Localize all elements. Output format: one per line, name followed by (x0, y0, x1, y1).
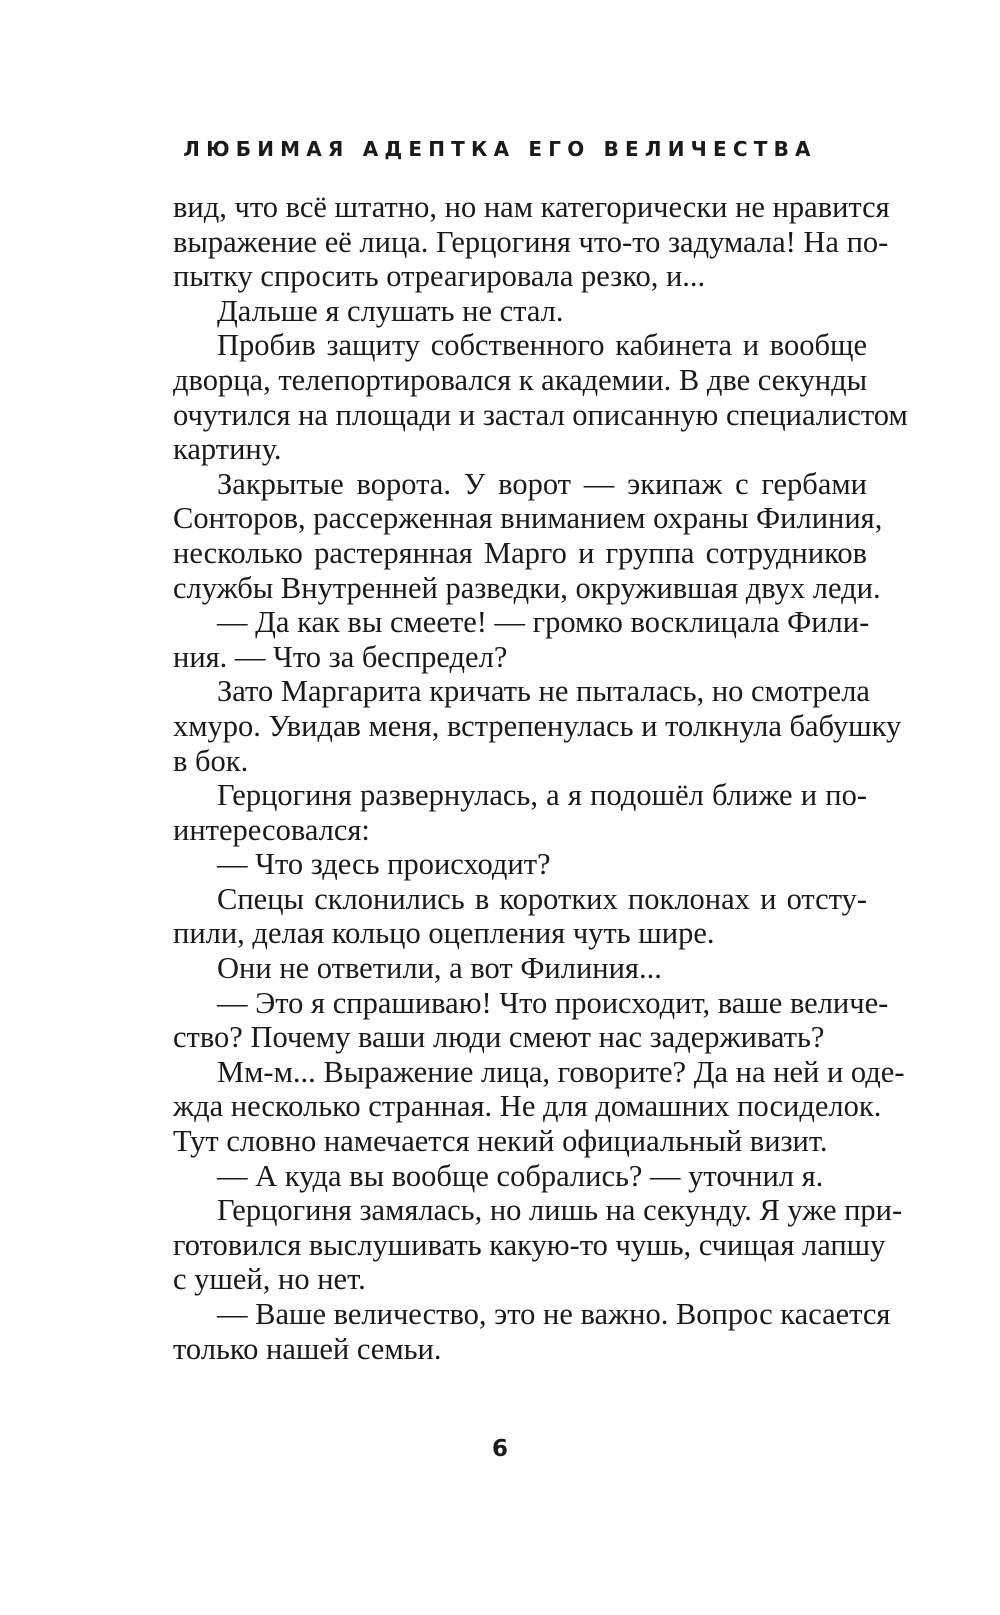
text-line: дворца, телепортировался к академии. В две секунды (173, 362, 868, 397)
running-header: ЛЮБИМАЯ АДЕПТКА ЕГО ВЕЛИЧЕСТВА (183, 137, 817, 161)
text-line: Пробив защиту собственного кабинета и вообще (217, 328, 867, 363)
text-line: — Ваше величество, это не важно. Вопрос касается (217, 1297, 891, 1331)
text-line: несколько растерянная Марго и группа сотрудников (173, 535, 867, 570)
text-line: в бок. (173, 743, 249, 778)
text-line: ния. — Что за беспредел? (173, 639, 508, 674)
text-line: готовился выслушивать какую-то чушь, счищая лапшу (173, 1227, 886, 1262)
text-line: хмуро. Увидав меня, встрепенулась и толкнула бабушку (173, 708, 902, 743)
text-line: — Это я спрашиваю! Что происходит, ваше величе- (217, 985, 889, 1020)
text-line: Спецы склонились в коротких поклонах и отсту- (217, 881, 867, 916)
text-line: Тут словно намечается некий официальный визит. (173, 1124, 828, 1159)
text-line: пытку спросить отреагировала резко, и... (173, 259, 706, 294)
text-line: Герцогиня замялась, но лишь на секунду. Я уже при- (217, 1193, 903, 1228)
text-line: — Что здесь происходит? (217, 847, 551, 882)
text-line: вид, что всё штатно, но нам категорически не нравится (173, 190, 890, 224)
text-line: пили, делая кольцо оцепления чуть шире. (173, 916, 715, 951)
text-line: очутился на площади и застал описанную специалистом (173, 397, 908, 432)
text-line: только нашей семьи. (173, 1331, 442, 1366)
text-line: Дальше я слушать не стал. (217, 293, 564, 328)
text-line: Мм-м... Выражение лица, говорите? Да на ней и оде- (217, 1054, 905, 1089)
text-line: картину. (173, 432, 282, 467)
page-number: 6 (491, 1436, 508, 1462)
text-line: Закрытые ворота. У ворот — экипаж с гербами (217, 466, 867, 501)
text-line: — А куда вы вообще собрались? — уточнил я. (217, 1158, 824, 1193)
text-line: Герцогиня развернулась, а я подошёл ближе и по- (217, 778, 867, 813)
text-line: Они не ответили, а вот Филиния... (217, 951, 662, 986)
text-line: интересовался: (173, 812, 370, 847)
text-line: — Да как вы смеете! — громко восклицала Фили- (217, 605, 870, 640)
text-line: с ушей, но нет. (173, 1262, 366, 1297)
text-line: жда несколько странная. Не для домашних посиделок. (173, 1089, 882, 1124)
text-line: выражение её лица. Герцогиня что-то задумала! На по- (173, 224, 889, 259)
text-line: службы Внутренней разведки, окружившая двух леди. (173, 570, 881, 605)
body-text (173, 190, 908, 1366)
text-line: Сонторов, рассерженная вниманием охраны Филиния, (173, 501, 883, 536)
text-line: Зато Маргарита кричать не пыталась, но смотрела (217, 674, 870, 709)
text-line: ство? Почему ваши люди смеют нас задерживать? (173, 1020, 825, 1055)
